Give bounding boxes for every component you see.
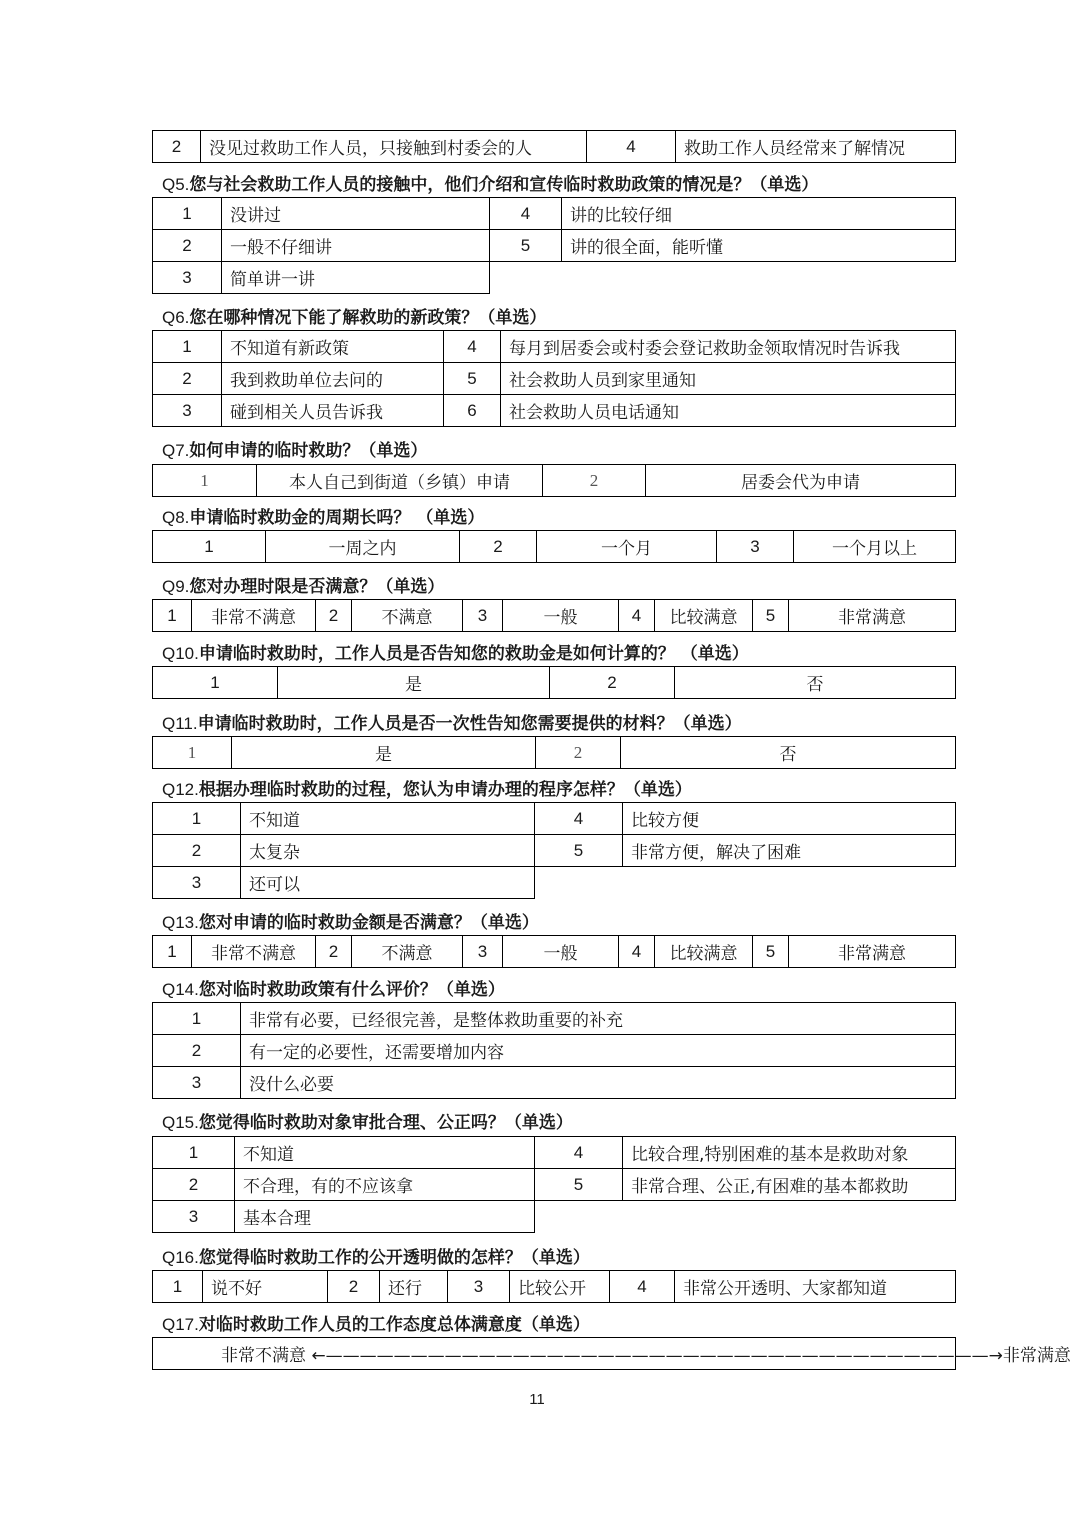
question-q17 bbox=[162, 1310, 590, 1335]
q9-options-table bbox=[152, 599, 955, 632]
option-text: 简单讲一讲 bbox=[222, 262, 490, 294]
option-number: 2 bbox=[153, 1169, 235, 1201]
table-row bbox=[153, 198, 956, 230]
option-number: 5 bbox=[535, 835, 623, 867]
table-row bbox=[153, 1338, 956, 1370]
question-number: Q7. bbox=[162, 441, 190, 460]
option-number: 2 bbox=[543, 465, 646, 497]
option-text: 救助工作人员经常来了解情况 bbox=[676, 131, 956, 163]
option-text: 没什么必要 bbox=[241, 1067, 956, 1099]
question-q11 bbox=[162, 709, 742, 734]
table-row bbox=[153, 1067, 956, 1099]
question-text: 您对申请的临时救助金额是否满意？（单选） bbox=[198, 913, 539, 933]
option-text: 一般 bbox=[503, 936, 619, 968]
question-number: Q12. bbox=[162, 780, 199, 799]
question-number: Q11. bbox=[162, 714, 198, 733]
table-row bbox=[153, 667, 956, 699]
question-q9 bbox=[162, 572, 444, 597]
option-number: 1 bbox=[153, 667, 278, 699]
option-text: 非常方便，解决了困难 bbox=[623, 835, 956, 867]
table-row bbox=[153, 465, 956, 497]
option-number: 1 bbox=[153, 331, 222, 363]
option-number: 3 bbox=[153, 395, 222, 427]
table-row bbox=[153, 1169, 956, 1201]
question-text: 申请临时救助时，工作人员是否一次性告知您需要提供的材料？（单选） bbox=[197, 714, 742, 734]
question-q10 bbox=[162, 639, 749, 664]
option-number: 3 bbox=[463, 600, 503, 632]
option-text: 每月到居委会或村委会登记救助金领取情况时告诉我 bbox=[501, 331, 956, 363]
question-q15 bbox=[162, 1108, 573, 1133]
option-text: 基本合理 bbox=[235, 1201, 535, 1233]
option-number: 1 bbox=[153, 531, 266, 563]
table-row bbox=[153, 737, 956, 769]
option-number: 3 bbox=[448, 1271, 510, 1303]
option-text: 没讲过 bbox=[222, 198, 490, 230]
option-text: 非常有必要，已经很完善，是整体救助重要的补充 bbox=[241, 1003, 956, 1035]
question-q14 bbox=[162, 975, 505, 1000]
option-text: 社会救助人员到家里通知 bbox=[501, 363, 956, 395]
q4-options-table bbox=[152, 130, 955, 163]
q16-options-table bbox=[152, 1270, 955, 1303]
q11-options-table bbox=[152, 736, 955, 769]
question-text: 您对临时救助政策有什么评价？（单选） bbox=[198, 980, 505, 1000]
option-text: 一周之内 bbox=[266, 531, 460, 563]
option-number: 4 bbox=[587, 131, 676, 163]
q17-scale-table bbox=[152, 1337, 1071, 1370]
q10-options-table bbox=[152, 666, 955, 699]
question-text: 如何申请的临时救助？（单选） bbox=[189, 441, 428, 461]
question-q12 bbox=[162, 775, 692, 800]
option-text: 是 bbox=[232, 737, 536, 769]
option-number: 1 bbox=[153, 600, 192, 632]
option-number: 2 bbox=[153, 1035, 241, 1067]
option-number: 5 bbox=[753, 936, 789, 968]
option-number: 2 bbox=[316, 936, 352, 968]
table-row bbox=[153, 600, 956, 632]
option-number: 4 bbox=[610, 1271, 675, 1303]
option-text: 不知道 bbox=[241, 803, 535, 835]
option-number: 1 bbox=[153, 1271, 203, 1303]
q13-options-table bbox=[152, 935, 955, 968]
option-text: 说不好 bbox=[203, 1271, 328, 1303]
option-number: 4 bbox=[490, 198, 562, 230]
option-number: 5 bbox=[535, 1169, 623, 1201]
option-text: 没见过救助工作人员，只接触到村委会的人 bbox=[201, 131, 587, 163]
option-text: 不满意 bbox=[352, 600, 463, 632]
q7-options-table bbox=[152, 464, 955, 497]
table-row bbox=[153, 1035, 956, 1067]
question-text: 您对办理时限是否满意？（单选） bbox=[189, 577, 445, 597]
option-text: 一般 bbox=[503, 600, 619, 632]
option-text: 否 bbox=[675, 667, 956, 699]
option-number: 2 bbox=[328, 1271, 380, 1303]
question-text: 您觉得临时救助工作的公开透明做的怎样？（单选） bbox=[198, 1248, 590, 1268]
option-text: 讲的很全面，能听懂 bbox=[562, 230, 956, 262]
option-text: 还可以 bbox=[241, 867, 535, 899]
option-text: 比较合理,特别困难的基本是救助对象 bbox=[623, 1137, 956, 1169]
table-row bbox=[153, 230, 956, 262]
question-number: Q13. bbox=[162, 913, 199, 932]
question-q5 bbox=[162, 170, 818, 195]
table-row bbox=[153, 331, 956, 363]
table-row bbox=[153, 131, 956, 163]
option-text: 不知道 bbox=[235, 1137, 535, 1169]
question-q6 bbox=[162, 303, 546, 328]
option-text: 讲的比较仔细 bbox=[562, 198, 956, 230]
option-text: 是 bbox=[278, 667, 550, 699]
question-number: Q17. bbox=[162, 1315, 199, 1334]
option-number: 2 bbox=[316, 600, 352, 632]
question-q8 bbox=[162, 503, 484, 528]
option-number: 5 bbox=[490, 230, 562, 262]
option-number: 1 bbox=[153, 465, 257, 497]
question-q13 bbox=[162, 908, 539, 933]
option-text: 本人自己到街道（乡镇）申请 bbox=[257, 465, 543, 497]
option-text: 不知道有新政策 bbox=[222, 331, 444, 363]
question-q7 bbox=[162, 436, 427, 461]
option-number: 2 bbox=[153, 230, 222, 262]
table-row bbox=[153, 867, 956, 899]
option-text: 非常合理、公正,有困难的基本都救助 bbox=[623, 1169, 956, 1201]
option-number: 2 bbox=[153, 835, 241, 867]
option-text: 有一定的必要性，还需要增加内容 bbox=[241, 1035, 956, 1067]
q8-options-table bbox=[152, 530, 955, 563]
option-number: 2 bbox=[550, 667, 675, 699]
question-text: 您与社会救助工作人员的接触中，他们介绍和宣传临时救助政策的情况是？（单选） bbox=[189, 175, 819, 195]
option-text: 社会救助人员电话通知 bbox=[501, 395, 956, 427]
option-number: 3 bbox=[153, 867, 241, 899]
question-number: Q8. bbox=[162, 508, 190, 527]
option-text: 我到救助单位去问的 bbox=[222, 363, 444, 395]
table-row bbox=[153, 936, 956, 968]
question-text: 申请临时救助时，工作人员是否告知您的救助金是如何计算的？ （单选） bbox=[198, 644, 749, 664]
option-number: 1 bbox=[153, 1137, 235, 1169]
question-number: Q15. bbox=[162, 1113, 199, 1132]
q14-options-table bbox=[152, 1002, 955, 1099]
question-text: 您在哪种情况下能了解救助的新政策？（单选） bbox=[189, 308, 547, 328]
table-row bbox=[153, 531, 956, 563]
option-number: 5 bbox=[753, 600, 789, 632]
option-text: 否 bbox=[621, 737, 956, 769]
q15-options-table bbox=[152, 1136, 955, 1233]
question-number: Q9. bbox=[162, 577, 190, 596]
option-number: 2 bbox=[153, 363, 222, 395]
option-number: 4 bbox=[535, 1137, 623, 1169]
option-text: 碰到相关人员告诉我 bbox=[222, 395, 444, 427]
table-row bbox=[153, 395, 956, 427]
option-number: 4 bbox=[619, 936, 655, 968]
option-text: 非常不满意 bbox=[192, 936, 316, 968]
option-number: 2 bbox=[536, 737, 621, 769]
option-number: 4 bbox=[619, 600, 655, 632]
option-number: 3 bbox=[463, 936, 503, 968]
question-text: 申请临时救助金的周期长吗？ （单选） bbox=[189, 508, 485, 528]
option-number: 1 bbox=[153, 803, 241, 835]
option-text: 非常不满意 bbox=[192, 600, 316, 632]
question-number: Q14. bbox=[162, 980, 199, 999]
option-number: 6 bbox=[444, 395, 501, 427]
option-text: 比较方便 bbox=[623, 803, 956, 835]
table-row bbox=[153, 363, 956, 395]
question-text: 对临时救助工作人员的工作态度总体满意度（单选） bbox=[198, 1315, 590, 1335]
option-number: 4 bbox=[444, 331, 501, 363]
question-q16 bbox=[162, 1243, 590, 1268]
option-number: 5 bbox=[444, 363, 501, 395]
q6-options-table bbox=[152, 330, 955, 427]
option-text: 非常满意 bbox=[789, 936, 956, 968]
question-number: Q5. bbox=[162, 175, 190, 194]
table-row bbox=[153, 835, 956, 867]
option-text: 居委会代为申请 bbox=[646, 465, 956, 497]
option-text: 一个月 bbox=[537, 531, 717, 563]
table-row bbox=[153, 1137, 956, 1169]
question-number: Q16. bbox=[162, 1248, 199, 1267]
table-row bbox=[153, 1201, 956, 1233]
table-row bbox=[153, 262, 956, 294]
table-row bbox=[153, 803, 956, 835]
option-number: 1 bbox=[153, 737, 232, 769]
option-text: 一般不仔细讲 bbox=[222, 230, 490, 262]
option-text: 太复杂 bbox=[241, 835, 535, 867]
q5-options-table bbox=[152, 197, 955, 294]
option-number: 4 bbox=[535, 803, 623, 835]
table-row bbox=[153, 1003, 956, 1035]
option-text: 比较公开 bbox=[510, 1271, 610, 1303]
question-number: Q10. bbox=[162, 644, 199, 663]
option-text: 还行 bbox=[380, 1271, 448, 1303]
option-text: 不合理，有的不应该拿 bbox=[235, 1169, 535, 1201]
option-text: 不满意 bbox=[352, 936, 463, 968]
option-number: 3 bbox=[153, 1067, 241, 1099]
option-text: 比较满意 bbox=[655, 600, 753, 632]
option-number: 3 bbox=[717, 531, 794, 563]
option-text: 非常满意 bbox=[789, 600, 956, 632]
q12-options-table bbox=[152, 802, 955, 899]
question-number: Q6. bbox=[162, 308, 190, 327]
option-number: 2 bbox=[153, 131, 201, 163]
table-row bbox=[153, 1271, 956, 1303]
option-text: 比较满意 bbox=[655, 936, 753, 968]
question-text: 根据办理临时救助的过程，您认为申请办理的程序怎样？（单选） bbox=[198, 780, 692, 800]
option-number: 2 bbox=[460, 531, 537, 563]
option-number: 3 bbox=[153, 1201, 235, 1233]
option-number: 1 bbox=[153, 936, 192, 968]
option-number: 3 bbox=[153, 262, 222, 294]
option-number: 1 bbox=[153, 198, 222, 230]
option-text: 一个月以上 bbox=[794, 531, 956, 563]
satisfaction-scale: 非常不满意 ←———————————————————————————————————————→非常满意 bbox=[153, 1338, 956, 1370]
option-number: 1 bbox=[153, 1003, 241, 1035]
page-number: 11 bbox=[529, 1391, 545, 1408]
option-text: 非常公开透明、大家都知道 bbox=[675, 1271, 956, 1303]
question-text: 您觉得临时救助对象审批合理、公正吗？（单选） bbox=[198, 1113, 573, 1133]
